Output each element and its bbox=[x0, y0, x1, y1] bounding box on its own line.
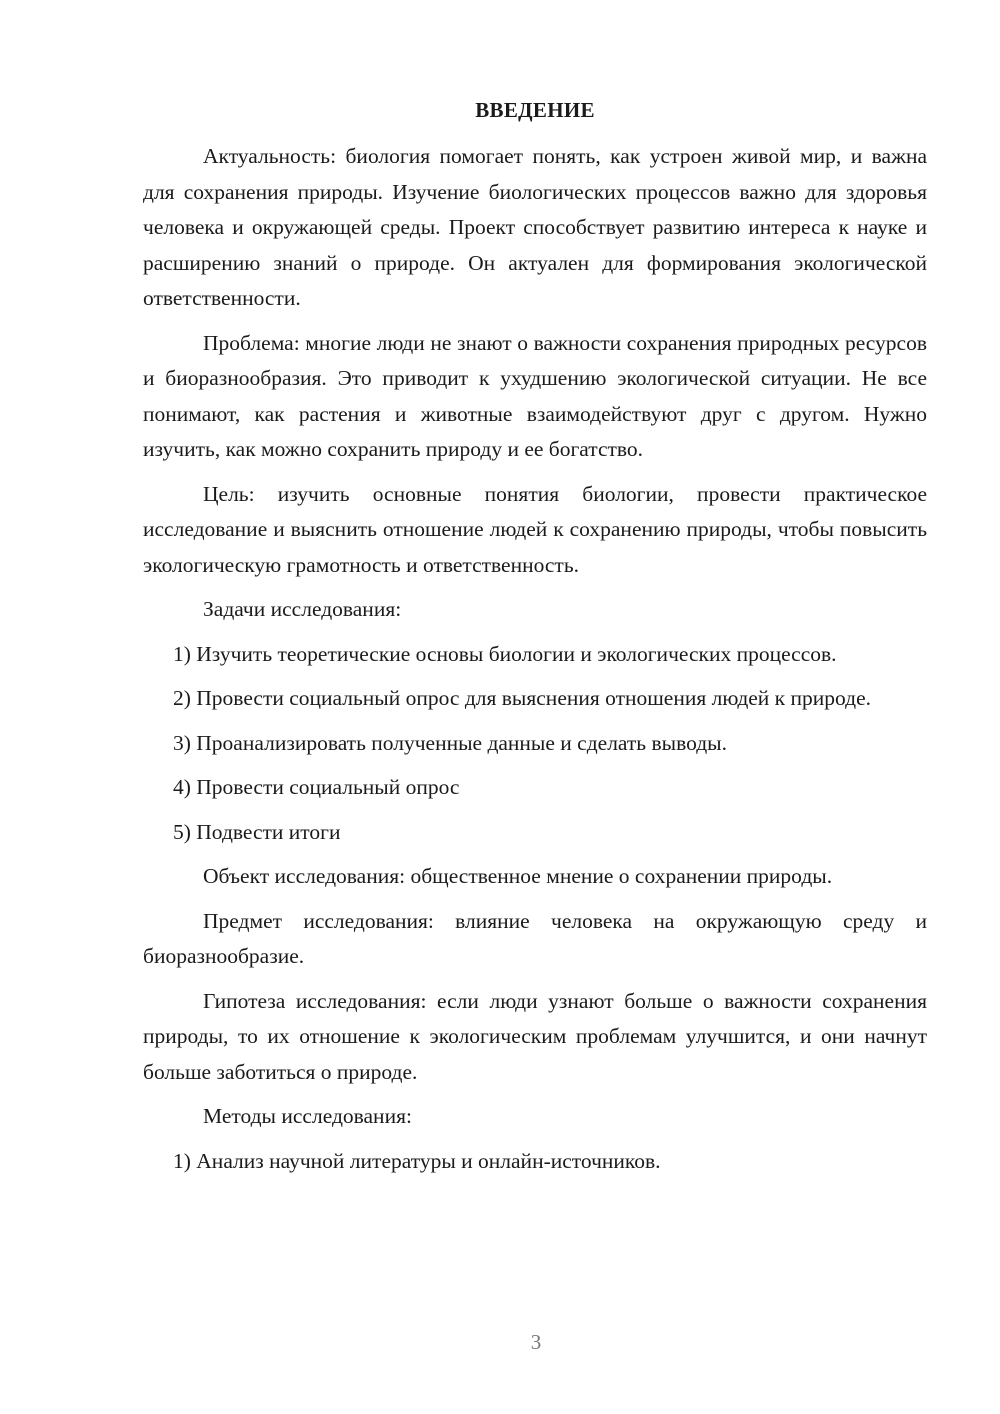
relevance-paragraph: Актуальность: биология помогает понять, как устроен живой мир, и важна для сохранения природы. Изучение биологических процессов важно для здоровья человека и окружающей среды. Проект способствует развитию интереса к науке и расширению знаний о природе. Он актуален для формирования экологической ответственности. bbox=[143, 144, 927, 310]
task-item-3: 3) Проанализировать полученные данные и сделать выводы. bbox=[173, 730, 727, 755]
page-content bbox=[143, 92, 927, 1188]
subject-paragraph: Предмет исследования: влияние человека на окружающую среду и биоразнообразие. bbox=[143, 908, 927, 968]
page-number: 3 bbox=[530, 1330, 542, 1354]
object-paragraph: Объект исследования: общественное мнение о сохранении природы. bbox=[203, 864, 833, 888]
goal-paragraph: Цель: изучить основные понятия биологии, провести практическое исследование и выяснить отношение людей к сохранению природы, чтобы повысить экологическую грамотность и ответственность. bbox=[143, 481, 927, 577]
task-item-4: 4) Провести социальный опрос bbox=[173, 775, 460, 799]
task-item-2: 2) Провести социальный опрос для выяснения отношения людей к природе. bbox=[173, 686, 872, 710]
method-item-1: 1) Анализ научной литературы и онлайн-источников. bbox=[173, 1148, 661, 1173]
task-item-5: 5) Подвести итоги bbox=[173, 819, 341, 844]
hypothesis-paragraph: Гипотеза исследования: если люди узнают больше о важности сохранения природы, то их отношение к экологическим проблемам улучшится, и они начнут больше заботиться о природе. bbox=[143, 988, 927, 1084]
tasks-heading: Задачи исследования: bbox=[203, 597, 402, 621]
problem-paragraph: Проблема: многие люди не знают о важности сохранения природных ресурсов и биоразнообразия. Это приводит к ухудшению экологической ситуации. Не все понимают, как растения и животные взаимодействуют друг с другом. Нужно изучить, как можно сохранить природу и ее богатство. bbox=[143, 330, 927, 461]
section-heading: ВВЕДЕНИЕ bbox=[475, 98, 595, 122]
methods-heading: Методы исследования: bbox=[203, 1104, 412, 1128]
task-item-1: 1) Изучить теоретические основы биологии и экологических процессов. bbox=[173, 641, 837, 666]
